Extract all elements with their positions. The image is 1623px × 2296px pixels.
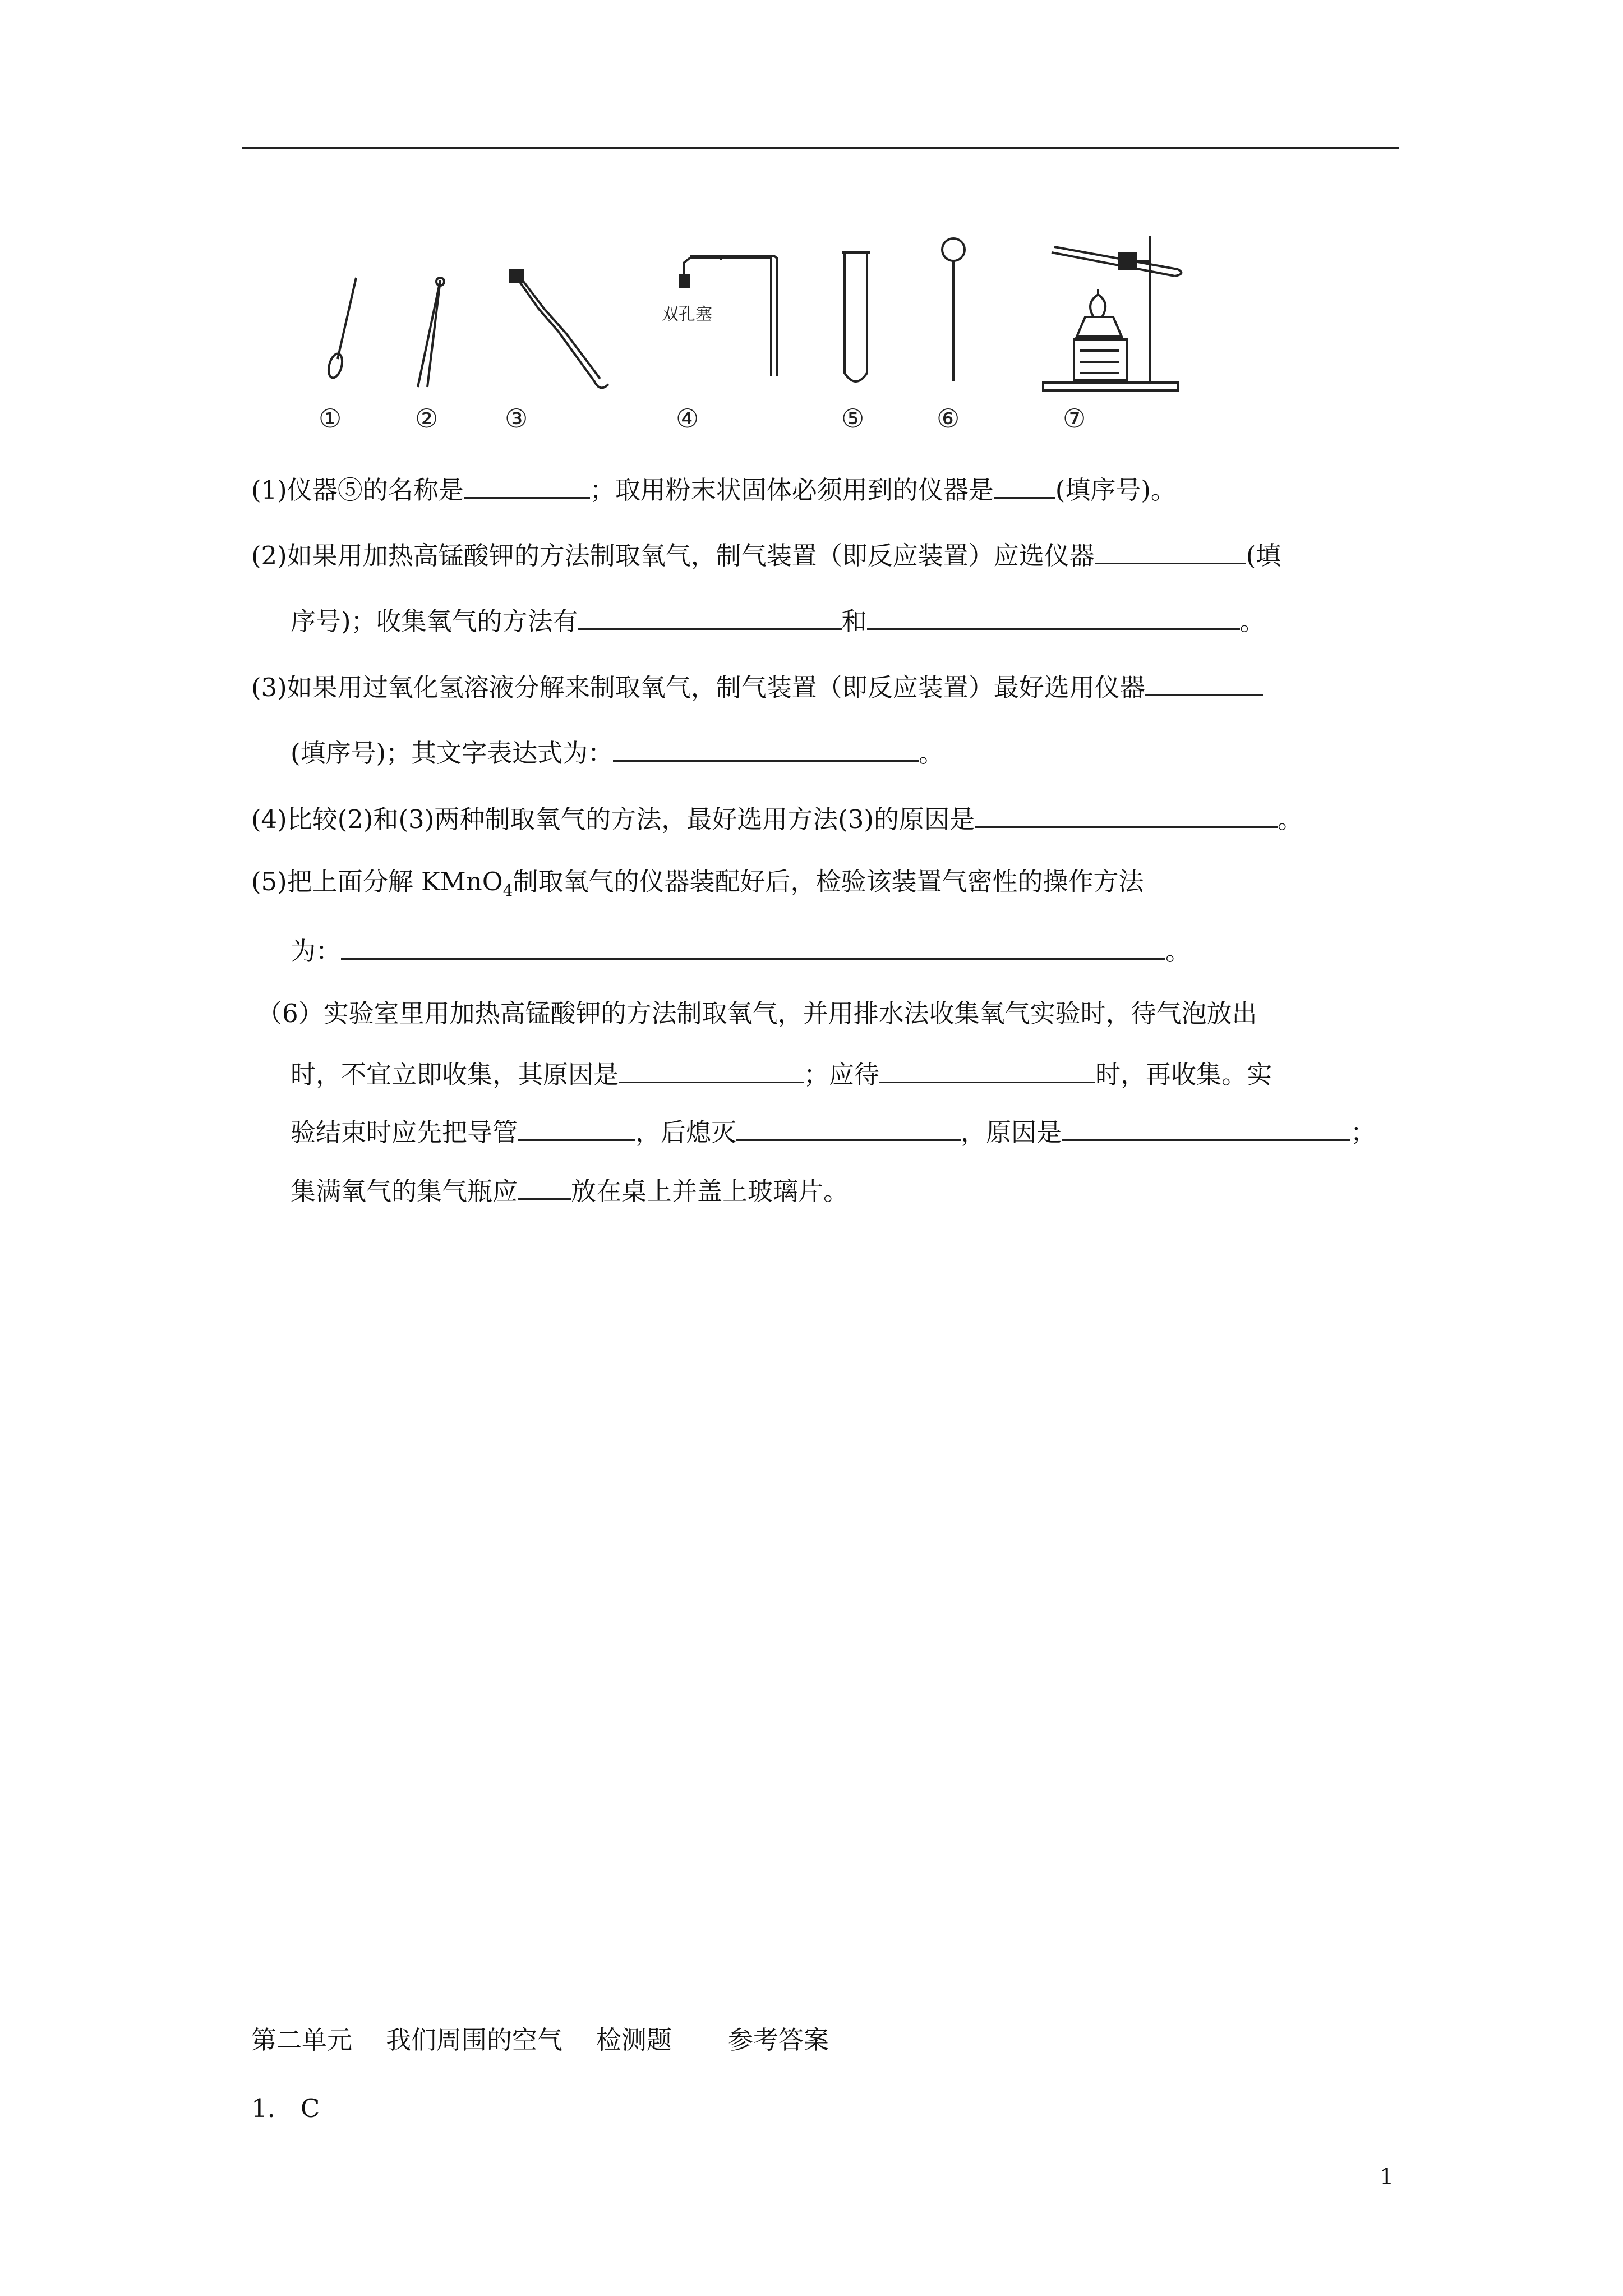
answer-blank[interactable] — [975, 799, 1278, 828]
question-6-line-1: （6）实验室里用加热高锰酸钾的方法制取氧气，并用排水法收集氧气实验时，待气泡放出 — [257, 999, 1257, 1028]
page-number: 1 — [1380, 2164, 1394, 2190]
answer-blank[interactable] — [578, 601, 842, 630]
answer-blank[interactable] — [613, 733, 919, 762]
question-3-line-2: (填序号)；其文字表达式为： 。 — [291, 733, 944, 770]
answer-blank[interactable] — [619, 1055, 804, 1083]
question-5-line-1: (5)把上面分解 KMnO$_4$制取氧气的仪器装配好后，检验该装置气密性的操作方法 — [251, 867, 1144, 900]
question-6-line-2: 时，不宜立即收集，其原因是 ；应待 时，再收集。实 — [291, 1055, 1272, 1092]
question-6-line-3: 验结束时应先把导管 ，后熄灭 ，原因是 ； — [291, 1112, 1376, 1149]
answer-blank[interactable] — [518, 1112, 635, 1141]
label-1: ① — [319, 403, 342, 432]
header-rule — [242, 147, 1399, 149]
answer-section-title: 第二单元 我们周围的空气 检测题 参考答案 — [251, 2025, 829, 2055]
test-tube-apparatus — [842, 252, 870, 381]
answer-blank[interactable] — [867, 601, 1240, 630]
tongs-apparatus — [510, 270, 608, 388]
stopper-label: 双孔塞 — [662, 305, 712, 324]
answer-blank[interactable] — [879, 1055, 1095, 1083]
funnel-apparatus — [942, 238, 965, 381]
answer-blank[interactable] — [518, 1171, 571, 1200]
answer-blank[interactable] — [1095, 536, 1246, 564]
heating-setup-apparatus — [1043, 236, 1181, 390]
label-6: ⑥ — [937, 403, 960, 432]
answer-blank[interactable] — [994, 470, 1055, 499]
answer-blank[interactable] — [1145, 668, 1263, 696]
label-4: ④ — [676, 403, 699, 432]
answer-blank[interactable] — [1062, 1112, 1350, 1141]
question-2-line-2: 序号)；收集氧气的方法有 和 。 — [291, 601, 1265, 638]
question-4: (4)比较(2)和(3)两种制取氧气的方法，最好选用方法(3)的原因是 。 — [251, 799, 1303, 836]
label-7: ⑦ — [1063, 403, 1086, 432]
question-2-line-1: (2)如果用加热高锰酸钾的方法制取氧气，制气装置（即反应装置）应选仪器 (填 — [251, 536, 1281, 573]
answer-blank[interactable] — [736, 1112, 961, 1141]
question-1: (1)仪器⑤的名称是 ；取用粉末状固体必须用到的仪器是 (填序号)。 — [251, 470, 1176, 507]
answer-item-1: 1. C — [251, 2093, 320, 2123]
label-3: ③ — [505, 403, 528, 432]
question-6-line-4: 集满氧气的集气瓶应 放在桌上并盖上玻璃片。 — [291, 1171, 849, 1208]
question-5-line-2: 为： 。 — [291, 931, 1191, 968]
answer-blank[interactable] — [464, 470, 590, 499]
question-3-line-1: (3)如果用过氧化氢溶液分解来制取氧气，制气装置（即反应装置）最好选用仪器 — [251, 668, 1263, 705]
apparatus-figure — [303, 219, 1200, 432]
tweezers-apparatus — [418, 278, 444, 387]
spatula-apparatus — [326, 278, 356, 379]
answer-blank[interactable] — [341, 931, 1165, 960]
label-5: ⑤ — [841, 403, 865, 432]
label-2: ② — [415, 403, 439, 432]
